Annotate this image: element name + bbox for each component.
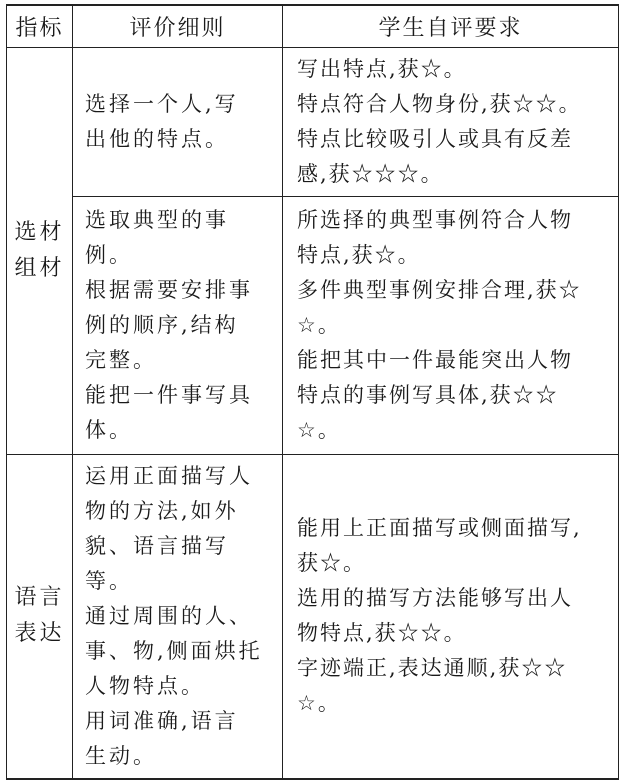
header-requirements: 学生自评要求 (283, 5, 619, 47)
criteria-cell (73, 196, 283, 454)
criteria-line: 根据需要安排事 (85, 277, 253, 302)
requirement-line: 字迹端正,表达通顺,获☆☆ (297, 656, 568, 680)
requirement-line: ☆。 (297, 312, 341, 337)
criteria-line: 事、物,侧面烘托 (85, 638, 263, 663)
table-row (7, 454, 619, 779)
criteria-cell (73, 47, 283, 196)
criteria-line: 例。 (85, 242, 133, 267)
requirement-line: 感,获☆☆☆。 (297, 161, 444, 186)
requirement-line: 能把其中一件最能突出人物 (297, 347, 573, 372)
criteria-line: 出他的特点。 (85, 126, 229, 151)
indicator-line: 表达 (14, 621, 65, 646)
criteria-line: 貌、语言描写等。 (85, 533, 229, 593)
indicator-line: 语言 (14, 585, 65, 610)
indicator-cell-language-expression (7, 454, 73, 779)
requirement-line: 特点的事例写具体,获☆☆ (297, 382, 559, 407)
criteria-cell (73, 454, 283, 779)
requirements-cell (283, 454, 619, 779)
requirements-cell (283, 47, 619, 196)
criteria-line: 例的顺序,结构 (85, 312, 239, 337)
requirement-line: 特点符合人物身份,获☆☆。 (297, 91, 582, 116)
criteria-line: 物的方法,如外 (85, 498, 239, 523)
requirement-line: 能用上正面描写或侧面描写, (297, 516, 582, 540)
requirement-line: ☆。 (297, 417, 341, 442)
requirement-line: 选用的描写方法能够写出人 (297, 586, 573, 610)
requirement-line: ☆。 (297, 691, 341, 715)
header-row (7, 5, 619, 47)
evaluation-rubric-table (6, 4, 619, 780)
requirement-line: 特点比较吸引人或具有反差 (297, 126, 573, 151)
indicator-line: 选材 (14, 219, 65, 245)
criteria-line: 人物特点。 (85, 673, 205, 698)
requirement-line: 所选择的典型事例符合人物 (297, 207, 573, 232)
criteria-line: 通过周围的人、 (85, 603, 253, 628)
header-indicator: 指标 (7, 5, 73, 47)
criteria-line: 选择一个人,写 (85, 91, 239, 116)
requirement-line: 获☆。 (297, 551, 366, 575)
indicator-cell-material-organization (7, 47, 73, 454)
requirement-line: 多件典型事例安排合理,获☆ (297, 277, 582, 302)
criteria-line: 完整。 (85, 347, 157, 372)
requirement-line: 写出特点,获☆。 (297, 56, 467, 81)
criteria-line: 能把一件事写具 (85, 382, 253, 407)
table-row (7, 47, 619, 196)
requirement-line: 物特点,获☆☆。 (297, 621, 467, 645)
table-row (7, 196, 619, 454)
requirement-line: 特点,获☆。 (297, 242, 421, 267)
indicator-line: 组材 (14, 255, 65, 281)
criteria-line: 运用正面描写人 (85, 463, 253, 488)
requirements-cell (283, 196, 619, 454)
header-criteria: 评价细则 (73, 5, 283, 47)
criteria-line: 生动。 (85, 743, 157, 768)
criteria-line: 选取典型的事 (85, 207, 229, 232)
criteria-line: 体。 (85, 417, 133, 442)
criteria-line: 用词准确,语言 (85, 708, 239, 733)
